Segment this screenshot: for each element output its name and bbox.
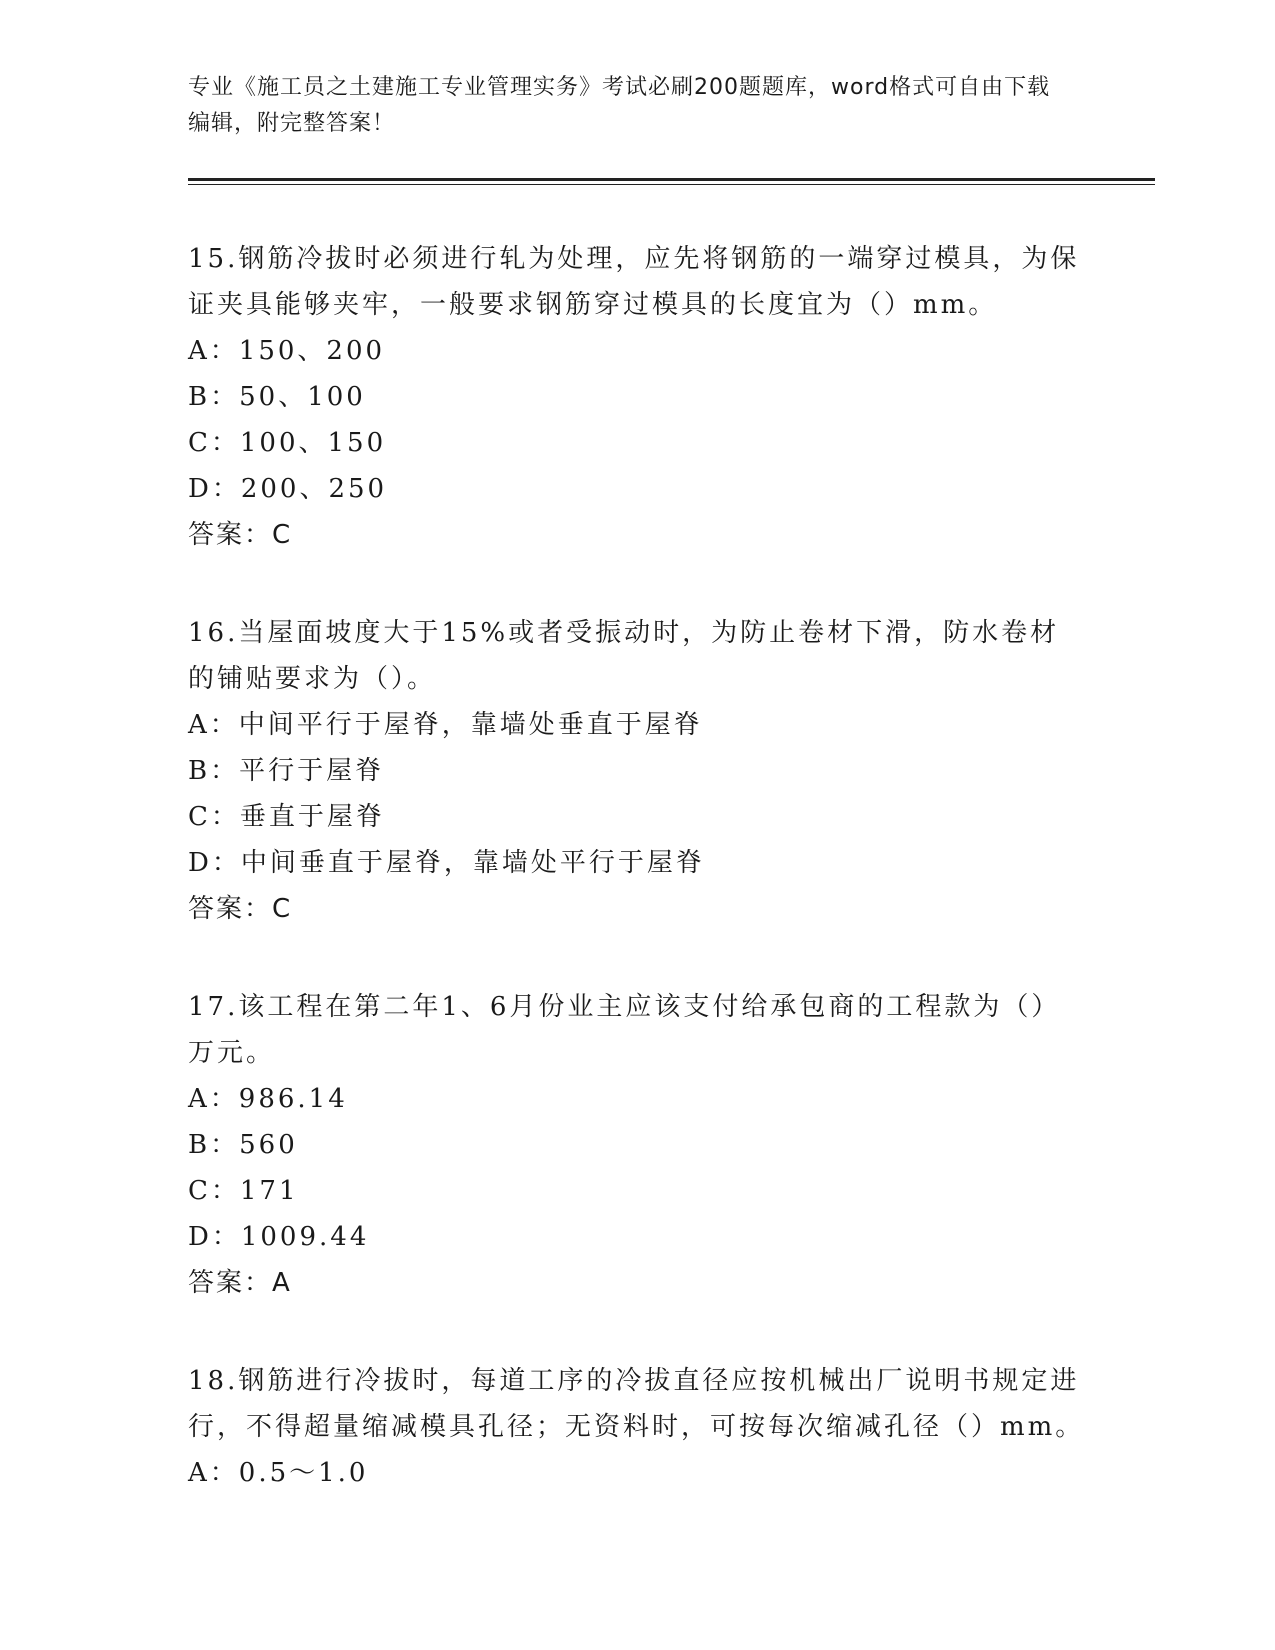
option-a: A：986.14 (188, 1084, 348, 1114)
document-header (188, 70, 1068, 142)
question-16 (188, 610, 1088, 932)
header-divider-thin (188, 184, 1155, 185)
question-stem: 17.该工程在第二年1、6月份业主应该支付给承包商的工程款为（）万元。 (188, 992, 1061, 1068)
answer: 答案：A (188, 1268, 292, 1298)
option-d: D：200、250 (188, 474, 388, 504)
option-b: B：平行于屋脊 (188, 756, 385, 786)
option-c: C：171 (188, 1176, 299, 1206)
option-a: A：中间平行于屋脊，靠墙处垂直于屋脊 (188, 710, 703, 740)
option-a: A：150、200 (188, 336, 386, 366)
question-15 (188, 236, 1088, 558)
question-17 (188, 984, 1088, 1306)
answer: 答案：C (188, 520, 293, 550)
option-d: D：1009.44 (188, 1222, 370, 1252)
question-18 (188, 1358, 1088, 1496)
header-divider-thick (188, 178, 1155, 181)
option-b: B：560 (188, 1130, 298, 1160)
header-text: 专业《施工员之土建施工专业管理实务》考试必刷200题题库，word格式可自由下载编辑，附完整答案！ (188, 75, 1051, 136)
question-stem: 16.当屋面坡度大于15%或者受振动时，为防止卷材下滑，防水卷材的铺贴要求为（）。 (188, 618, 1060, 694)
question-stem: 15.钢筋冷拔时必须进行轧为处理，应先将钢筋的一端穿过模具，为保证夹具能够夹牢，一般要求钢筋穿过模具的长度宜为（）mm。 (188, 244, 1080, 320)
question-list (188, 236, 1088, 1548)
option-c: C：垂直于屋脊 (188, 802, 385, 832)
option-b: B：50、100 (188, 382, 366, 412)
option-a: A：0.5～1.0 (188, 1458, 369, 1488)
answer: 答案：C (188, 894, 293, 924)
option-d: D：中间垂直于屋脊，靠墙处平行于屋脊 (188, 848, 705, 878)
question-stem: 18.钢筋进行冷拔时，每道工序的冷拔直径应按机械出厂说明书规定进行，不得超量缩减模具孔径；无资料时，可按每次缩减孔径（）mm。 (188, 1366, 1085, 1442)
option-c: C：100、150 (188, 428, 387, 458)
